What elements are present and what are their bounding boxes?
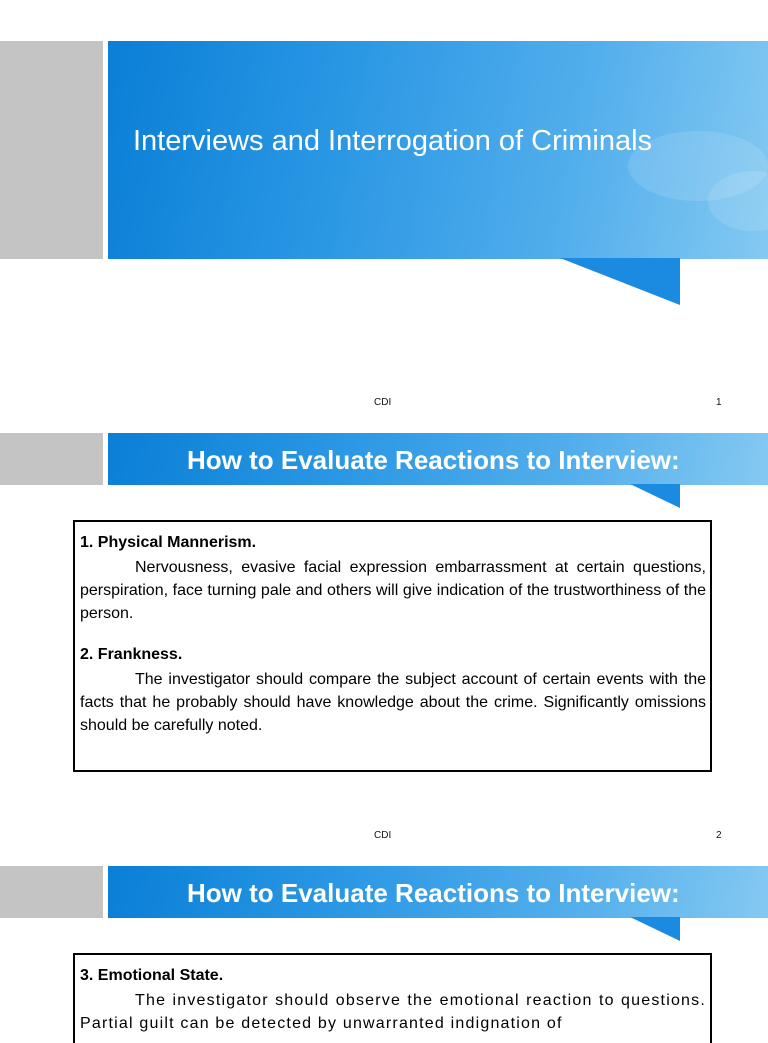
slide-2-title: How to Evaluate Reactions to Interview: <box>187 445 680 475</box>
slide-1-page-number: 1 <box>716 397 722 408</box>
slide-2-page-number: 2 <box>716 830 722 841</box>
item-body: The investigator should compare the subject account of certain events with the facts that he probably should have knowledge about the crime. Significantly omissions should be carefully noted. <box>80 671 706 734</box>
item-body: The investigator should observe the emotional reaction to questions. Partial guilt can be detected by unwarranted indignation of <box>80 992 706 1032</box>
slide-3-title: How to Evaluate Reactions to Interview: <box>187 878 680 908</box>
slide-2-footer-label: CDI <box>374 830 392 841</box>
slide-3-gray-bar <box>0 866 103 918</box>
item-heading: 3. Emotional State. <box>80 967 224 984</box>
item-body: Nervousness, evasive facial expression embarrassment at certain questions, perspiration, face turning pale and others will give indication of the trustworthiness of the person. <box>80 559 706 622</box>
slide-3-banner-tail <box>630 917 682 943</box>
slide-1-footer-label: CDI <box>374 397 392 408</box>
item-heading: 1. Physical Mannerism. <box>80 534 257 551</box>
slide-1-title: Interviews and Interrogation of Criminals <box>133 125 653 157</box>
item-heading: 2. Frankness. <box>80 646 183 663</box>
slide-3-content-box <box>73 953 712 1043</box>
